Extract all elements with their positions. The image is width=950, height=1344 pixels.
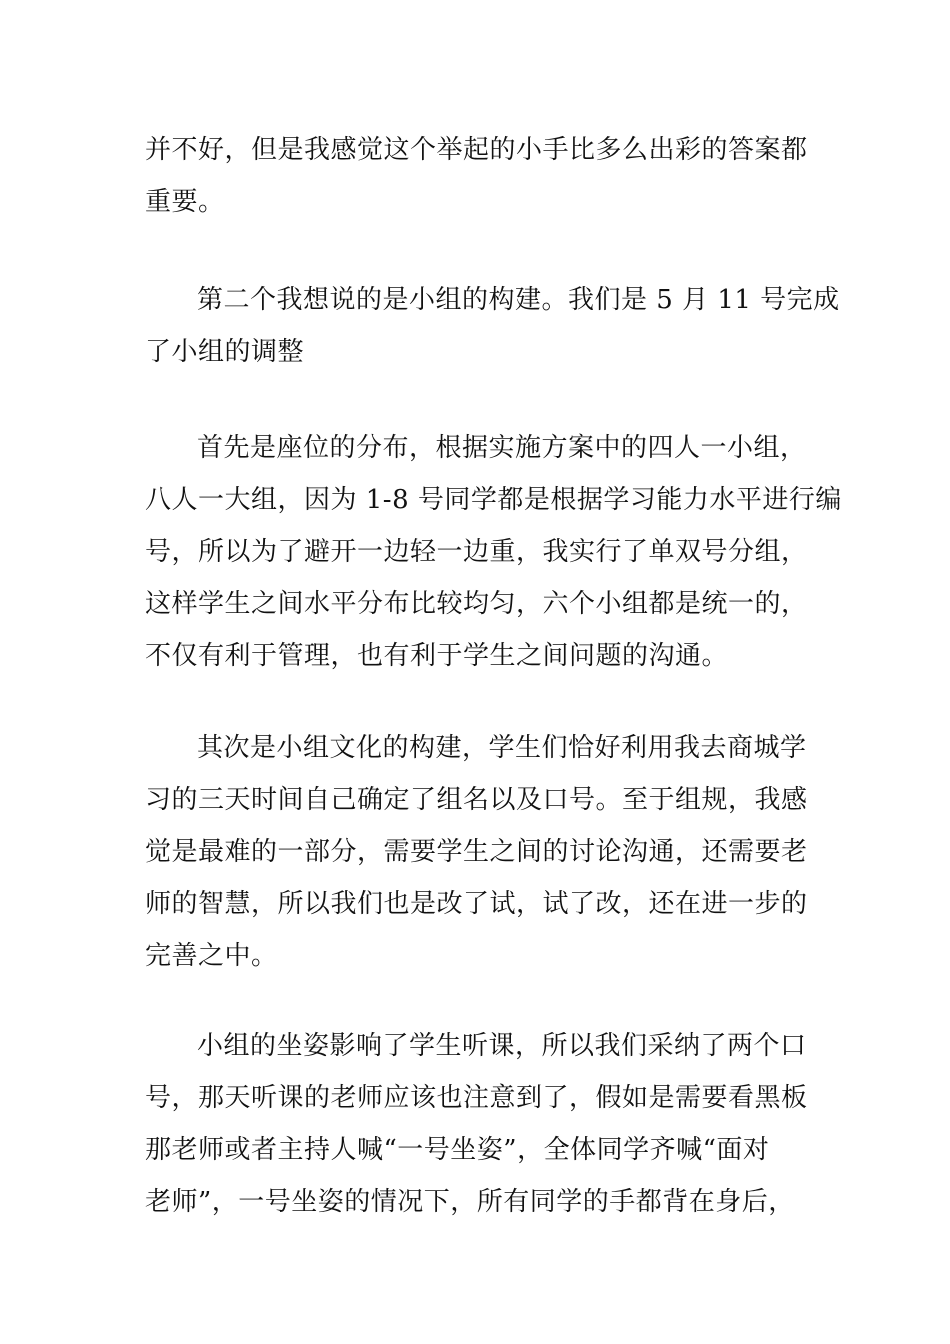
paragraph-line: 这样学生之间水平分布比较均匀，六个小组都是统一的， [145,589,808,619]
paragraph-line: 不仅有利于管理，也有利于学生之间问题的沟通。 [145,641,729,671]
paragraph-line: 完善之中。 [145,941,278,971]
paragraph-1 [145,124,810,228]
paragraph-line: 觉是最难的一部分，需要学生之间的讨论沟通，还需要老 [145,837,808,867]
paragraph-line: 那老师或者主持人喊“一号坐姿”，全体同学齐喊“面对 [145,1135,770,1165]
paragraph-line: 了小组的调整 [145,337,305,367]
paragraph-line: 号，所以为了避开一边轻一边重，我实行了单双号分组， [145,537,808,567]
paragraph-line: 重要。 [145,187,225,217]
paragraph-line: 八人一大组，因为 1-8 号同学都是根据学习能力水平进行编 [145,485,842,515]
paragraph-3 [145,422,842,682]
paragraph-line: 老师”，一号坐姿的情况下，所有同学的手都背在身后， [145,1187,795,1217]
paragraph-line: 号，那天听课的老师应该也注意到了，假如是需要看黑板 [145,1083,808,1113]
paragraph-line: 小组的坐姿影响了学生听课，所以我们采纳了两个口 [197,1031,807,1061]
paragraph-line: 师的智慧，所以我们也是改了试，试了改，还在进一步的 [145,889,808,919]
paragraph-line: 第二个我想说的是小组的构建。我们是 5 月 11 号完成 [197,285,840,315]
paragraph-4 [145,722,810,982]
paragraph-line: 首先是座位的分布，根据实施方案中的四人一小组， [197,433,807,463]
paragraph-2 [145,274,840,378]
paragraph-line: 习的三天时间自己确定了组名以及口号。至于组规，我感 [145,785,808,815]
paragraph-line: 并不好，但是我感觉这个举起的小手比多么出彩的答案都 [145,135,808,165]
paragraph-5 [145,1020,810,1228]
paragraph-line: 其次是小组文化的构建，学生们恰好利用我去商城学 [197,733,807,763]
